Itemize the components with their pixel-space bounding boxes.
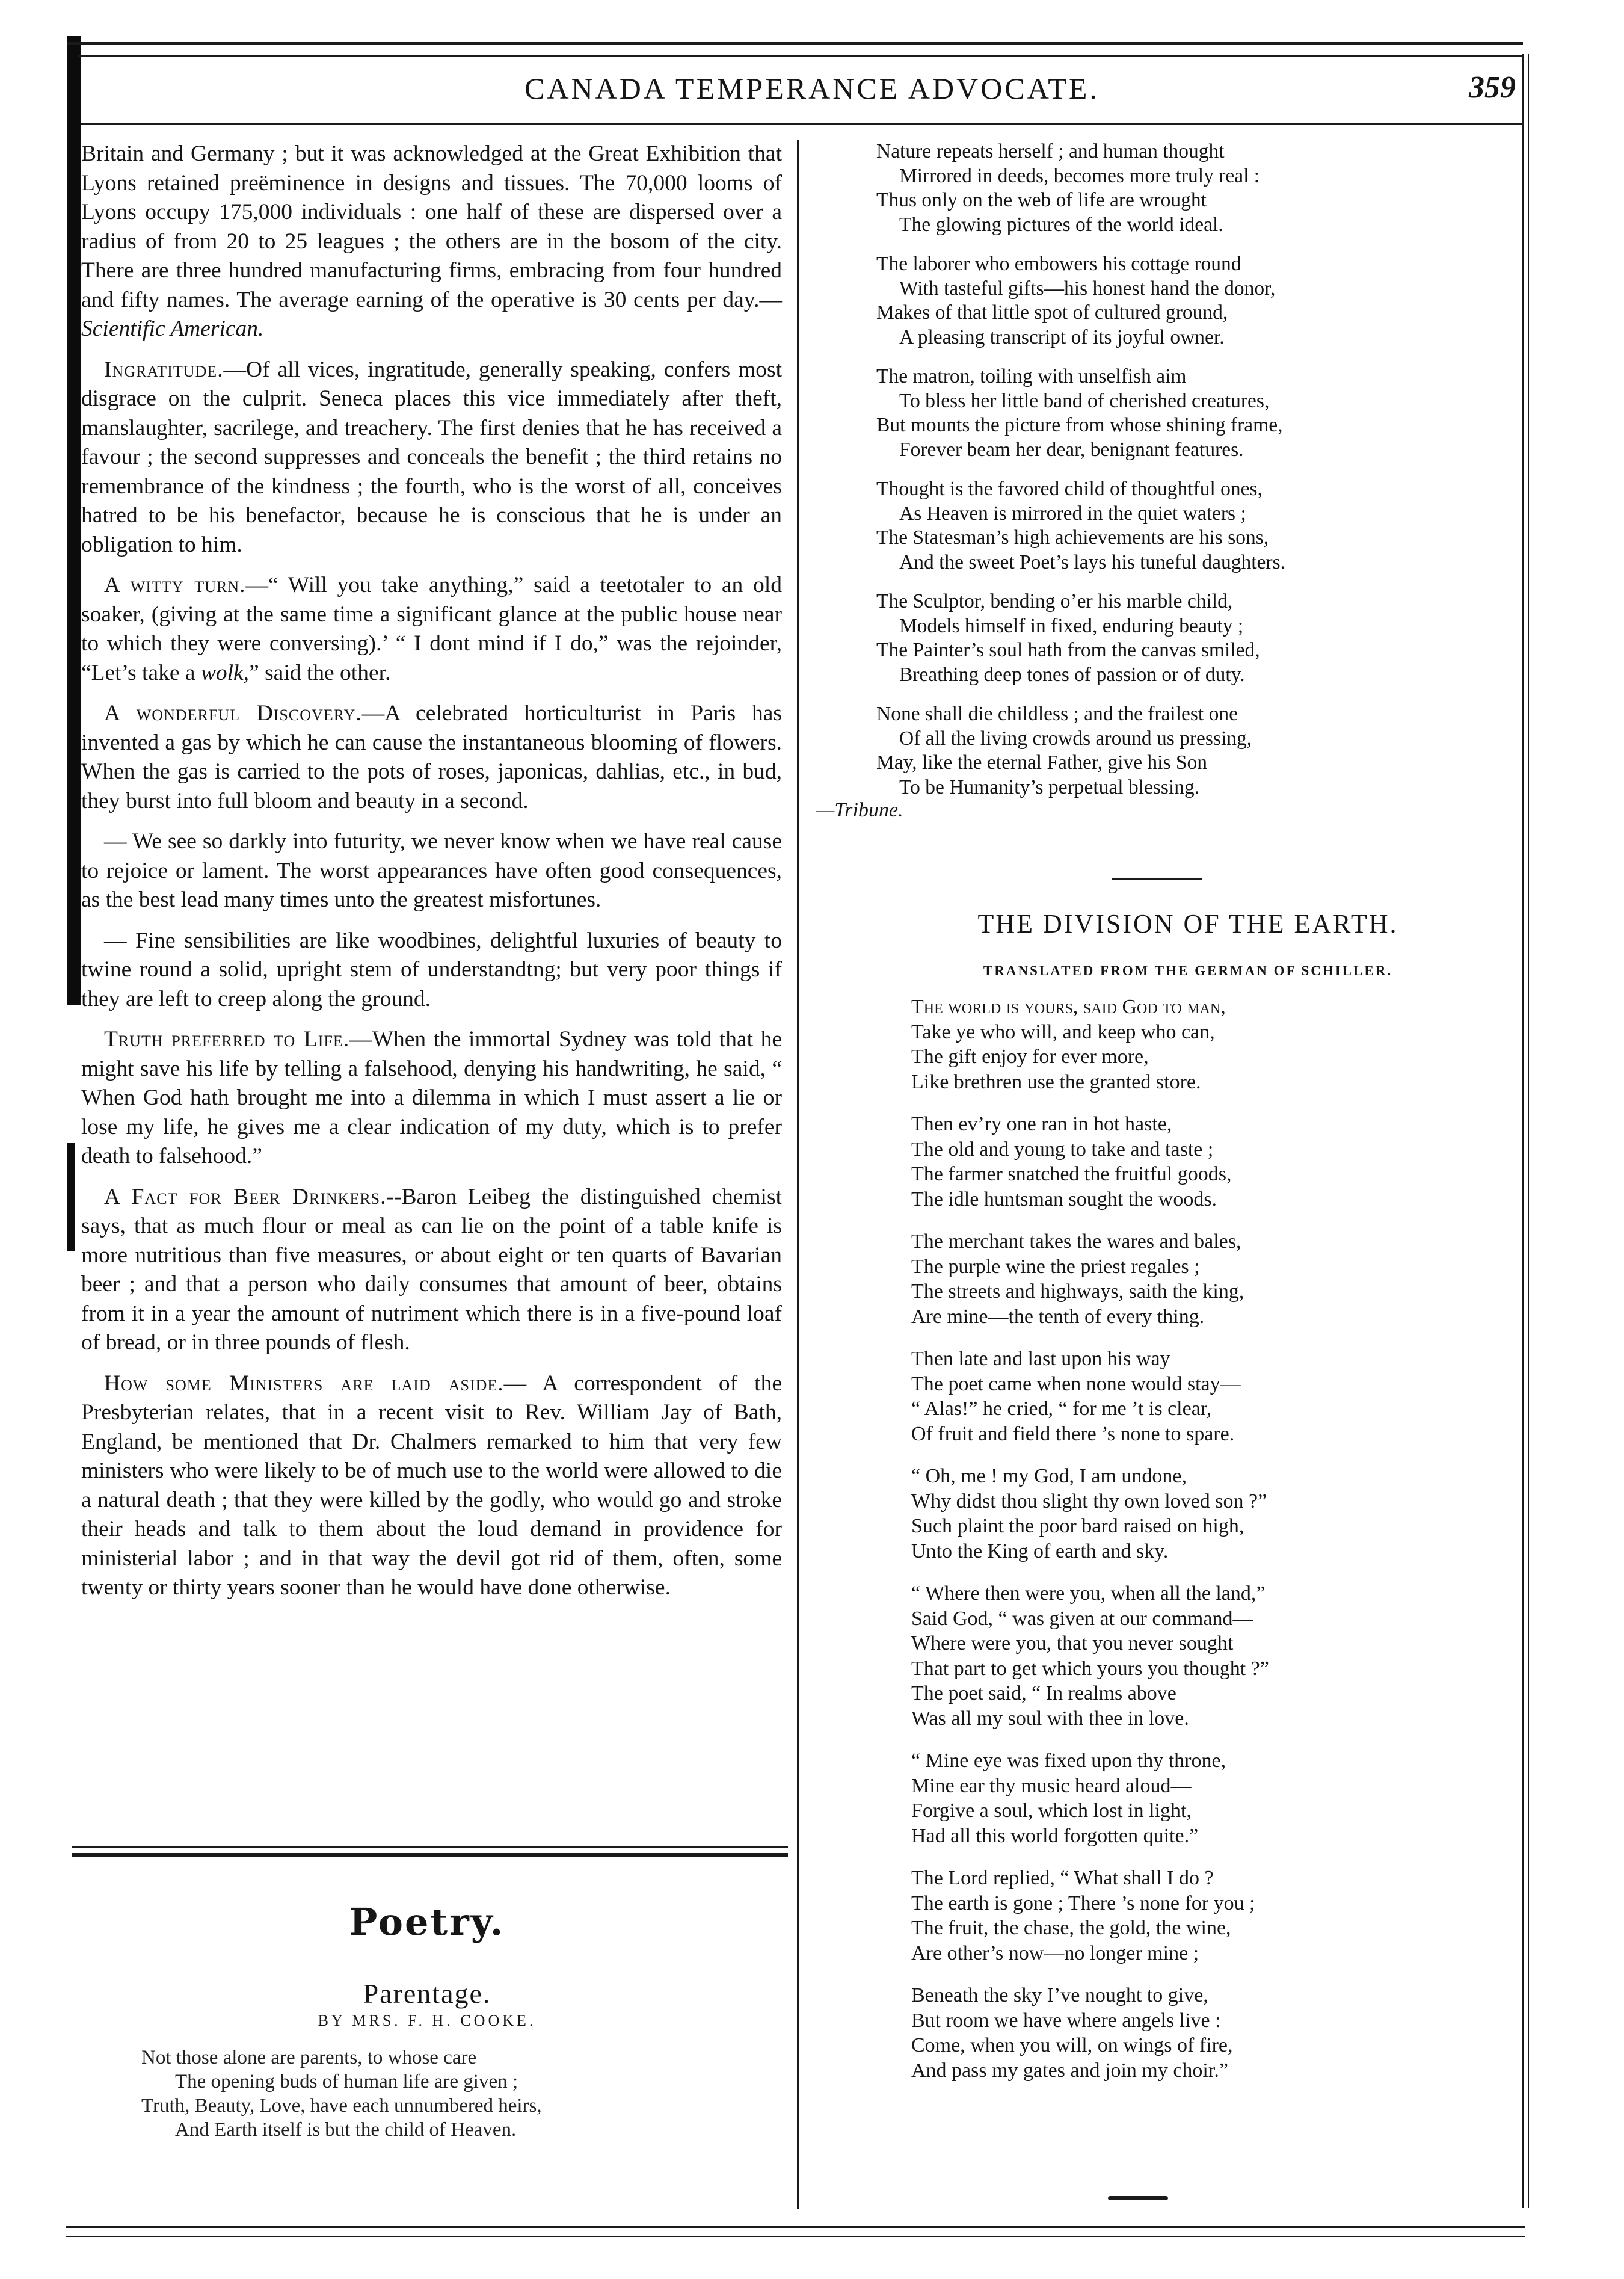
article-text: —A celebrated horticulturist in Paris has invented a gas by which he can cause the instantaneous blooming of flowers. When the gas is carried to the pots of roses, japonicas, dahlias, etc., in bud, they burst into full bloom and beauty in a second. — [81, 701, 782, 813]
verse-line: “ Mine eye was fixed upon thy throne, — [911, 1750, 1226, 1772]
verse-line: But mounts the picture from whose shining frame, — [876, 414, 1283, 436]
article-text: — We see so darkly into futurity, we never know when we have real cause to rejoice or lament. The worst appearances have often good consequences, as the best lead many times unto the greatest misfortunes. — [81, 829, 782, 912]
stanza — [911, 1112, 1522, 1212]
verse-line: Truth, Beauty, Love, have each unnumbered heirs, — [141, 2095, 542, 2117]
verse-line: Are other’s now—no longer mine ; — [911, 1941, 1199, 1964]
article-heading: A Fact for Beer Drinkers. — [104, 1184, 387, 1209]
verse-line: But room we have where angels live : — [911, 2009, 1221, 2032]
verse-line: Are mine—the tenth of every thing. — [911, 1305, 1205, 1328]
article-heading: Truth preferred to Life. — [104, 1027, 350, 1052]
verse-line: A pleasing transcript of its joyful owner. — [899, 325, 1225, 348]
verse-line: Why didst thou slight thy own loved son ?” — [911, 1490, 1267, 1513]
verse-line: The Painter’s soul hath from the canvas smiled, — [876, 639, 1260, 661]
article-heading: Ingratitude. — [104, 357, 224, 382]
verse-line: The earth is gone ; There ’s none for you ; — [911, 1892, 1255, 1914]
article-emphasis: wolk, — [200, 660, 250, 685]
verse-line: Nature repeats herself ; and human thought — [876, 140, 1225, 162]
verse-line: “ Where then were you, when all the land,” — [911, 1582, 1266, 1605]
verse-line: And Earth itself is but the child of Heaven. — [175, 2119, 517, 2141]
article-wonderful-discovery — [81, 699, 782, 816]
article-text: --Baron Leibeg the distinguished chemist says, that as much flour or meal as can lie on the point of a table knife is more nutritious than five measures, or about eight or ten quarts of Bavarian beer ; and that a person who daily consumes that amount of beer, obtains from it in a year the amount of nutriment which there is in a five-pound loaf of bread, or in three pounds of flesh. — [81, 1184, 782, 1355]
verse-line: May, like the eternal Father, give his Son — [876, 751, 1208, 774]
division-of-the-earth-poem — [854, 908, 1522, 2232]
verse-line: Take ye who will, and keep who can, — [911, 1020, 1215, 1043]
verse-line: The opening buds of human life are given ; — [175, 2071, 518, 2092]
stanza — [911, 1581, 1522, 1731]
article-text: —“ Will you take anything,” said a teetotaler to an old soaker, (giving at the same time a significant glance at the public house near to which they were conversing).’ “ I dont mind if I do,” was the rejoinder, “Let’s take a — [81, 573, 782, 685]
verse-line: Makes of that little spot of cultured ground, — [876, 301, 1228, 324]
verse-line: Thought is the favored child of thoughtful ones, — [876, 478, 1263, 500]
poem-body — [911, 995, 1522, 2083]
header-top-rule-thin — [78, 55, 1522, 57]
verse-line: Not those alone are parents, to whose care — [141, 2047, 477, 2068]
verse-line: The Sculptor, bending o’er his marble child, — [876, 590, 1233, 612]
poem-parentage-verse — [141, 2046, 785, 2142]
article-text: ” said the other. — [249, 660, 391, 685]
stanza — [911, 1748, 1522, 1848]
poem-byline: BY MRS. F. H. COOKE. — [318, 2012, 537, 2029]
stanza — [876, 140, 1519, 237]
verse-line: Had all this world forgotten quite.” — [911, 1824, 1199, 1847]
column-divider — [797, 140, 799, 2209]
verse-line: With tasteful gifts—his honest hand the donor, — [899, 277, 1276, 300]
verse-line: The Statesman’s high achievements are his sons, — [876, 526, 1269, 549]
verse-line: Models himself in fixed, enduring beauty ; — [899, 614, 1244, 637]
running-title: CANADA TEMPERANCE ADVOCATE. — [524, 72, 1100, 105]
verse-line: Mine ear thy music heard aloud— — [911, 1774, 1192, 1797]
verse-line: Such plaint the poor bard raised on high, — [911, 1515, 1244, 1537]
verse-line: Beneath the sky I’ve nought to give, — [911, 1984, 1208, 2006]
verse-line: That part to get which yours you thought ?” — [911, 1657, 1269, 1680]
article-text: —Of all vices, ingratitude, generally speaking, confers most disgrace on the culprit. Seneca places this vice immediately after theft, manslaughter, sacrilege, and treachery. The first denies that he has received a favour ; the second suppresses and conceals the benefit ; the third retains no remembrance of the kindness ; the fourth, who is the worst of all, conceives hatred to be his benefactor, because he is conscious that he is under an obligation to him. — [81, 357, 782, 557]
right-frame-rule-outer — [1528, 54, 1529, 2208]
verse-line: And pass my gates and join my choir.” — [911, 2059, 1228, 2082]
left-margin-bar — [67, 36, 81, 1005]
article-futurity — [81, 827, 782, 915]
verse-line: “ Alas!” he cried, “ for me ’t is clear, — [911, 1398, 1212, 1420]
article-text: —When the immortal Sydney was told that he might save his life by telling a falsehood, denying his handwriting, he said, “ When God hath brought me into a dilemma in which I must assert a lie or lose my life, he gives me a clear indication of my duty, which is to prefer death to falsehood.” — [81, 1027, 782, 1168]
stanza — [876, 252, 1519, 350]
article-text: — A correspondent of the Presbyterian relates, that in a recent visit to Rev. William Jay of Bath, England, be mentioned that Dr. Chalmers remarked to him that very few ministers who were likely to be of much use to the world were allowed to die a natural death ; that they were killed by the godly, who would go and stroke their heads and talk to them about the loud demand in providence for ministerial labor ; and in that way the devil got rid of them, often, some twenty or thirty years sooner than he would have done otherwise. — [81, 1371, 782, 1600]
verse-line: The world is yours, said God to man, — [911, 996, 1226, 1018]
left-column-end-rule-2 — [72, 1853, 788, 1857]
stanza — [911, 1346, 1522, 1446]
verse-line: Of fruit and field there ’s none to spare. — [911, 1422, 1235, 1445]
verse-line: The poet said, “ In realms above — [911, 1682, 1176, 1704]
verse-line: The matron, toiling with unselfish aim — [876, 365, 1187, 387]
poem-title: THE DIVISION OF THE EARTH. — [977, 909, 1398, 939]
article-heading: A witty turn. — [104, 573, 246, 597]
verse-line: The fruit, the chase, the gold, the wine, — [911, 1917, 1231, 1939]
verse-line: Said God, “ was given at our command— — [911, 1607, 1253, 1630]
verse-line: The glowing pictures of the world ideal. — [899, 213, 1223, 236]
footer-rule-2 — [66, 2236, 1525, 2237]
stanza — [876, 590, 1519, 687]
verse-line: Where were you, that you never sought — [911, 1632, 1234, 1655]
article-source: Scientific American. — [81, 316, 264, 341]
right-column-parentage-continued — [816, 140, 1519, 946]
verse-line: Was all my soul with thee in love. — [911, 1707, 1189, 1730]
article-lyons-silk — [81, 140, 782, 344]
verse-line: The old and young to take and taste ; — [911, 1138, 1214, 1161]
verse-line: As Heaven is mirrored in the quiet waters ; — [899, 502, 1246, 525]
article-text: Britain and Germany ; but it was acknowledged at the Great Exhibition that Lyons retained preëminence in designs and tissues. The 70,000 looms of Lyons occupy 175,000 individuals : one half of these are dispersed over a radius of from 20 to 25 leagues ; the others are in the bosom of the city. There are three hundred manufacturing firms, embracing from four hundred and fifty names. The average earning of the operative is 30 cents per day.— — [81, 141, 782, 312]
verse-line: The farmer snatched the fruitful goods, — [911, 1163, 1232, 1185]
verse-line: Forever beam her dear, benignant features. — [899, 438, 1244, 461]
poetry-heading: Poetry. — [349, 1900, 505, 1944]
article-heading: A wonderful Discovery. — [104, 701, 362, 726]
verse-line: Mirrored in deeds, becomes more truly real : — [899, 164, 1260, 187]
poem-attribution: —Tribune. — [816, 799, 903, 821]
verse-line: Forgive a soul, which lost in light, — [911, 1799, 1192, 1822]
stanza — [911, 1229, 1522, 1329]
left-column — [81, 140, 782, 1836]
verse-line: Come, when you will, on wings of fire, — [911, 2034, 1233, 2056]
page-number: 359 — [1469, 70, 1516, 105]
verse-line: “ Oh, me ! my God, I am undone, — [911, 1465, 1187, 1487]
verse-line: Breathing deep tones of passion or of duty. — [899, 663, 1245, 686]
article-witty-turn — [81, 571, 782, 688]
verse-line: Of all the living crowds around us pressing, — [899, 727, 1252, 750]
verse-line: Then late and last upon his way — [911, 1348, 1170, 1370]
verse-line: And the sweet Poet’s lays his tuneful daughters. — [899, 550, 1285, 573]
verse-line: The laborer who embowers his cottage round — [876, 253, 1241, 275]
stanza — [876, 477, 1519, 575]
article-beer-drinkers — [81, 1183, 782, 1358]
verse-line: To be Humanity’s perpetual blessing. — [899, 776, 1200, 798]
stanza — [876, 365, 1519, 462]
stanza — [911, 1464, 1522, 1564]
verse-line: The idle huntsman sought the woods. — [911, 1188, 1217, 1210]
article-ingratitude — [81, 356, 782, 560]
verse-line: Like brethren use the granted store. — [911, 1070, 1201, 1093]
verse-line: Unto the King of earth and sky. — [911, 1540, 1169, 1562]
right-frame-rule — [1522, 54, 1524, 2208]
verse-line: The Lord replied, “ What shall I do ? — [911, 1867, 1214, 1889]
stanza — [911, 1983, 1522, 2083]
article-truth-preferred — [81, 1025, 782, 1171]
verse-line: The gift enjoy for ever more, — [911, 1046, 1149, 1068]
verse-line: To bless her little band of cherished creatures, — [899, 389, 1270, 412]
verse-line: The merchant takes the wares and bales, — [911, 1230, 1241, 1253]
stanza — [911, 995, 1522, 1094]
poem-title-parentage: Parentage. — [363, 1978, 491, 2009]
left-column-end-rule — [72, 1846, 788, 1848]
poetry-section — [69, 1895, 785, 2232]
verse-line: The purple wine the priest regales ; — [911, 1255, 1200, 1278]
article-sensibilities — [81, 927, 782, 1014]
verse-line: Then ev’ry one ran in hot haste, — [911, 1113, 1172, 1135]
article-ministers-laid-aside — [81, 1369, 782, 1603]
verse-line: Thus only on the web of life are wrought — [876, 189, 1207, 211]
header-bottom-rule — [81, 123, 1522, 125]
article-heading: How some Ministers are laid aside. — [104, 1371, 504, 1396]
verse-line: None shall die childless ; and the frailest one — [876, 703, 1238, 725]
poem-subtitle: TRANSLATED FROM THE GERMAN OF SCHILLER. — [983, 963, 1393, 978]
article-text: — Fine sensibilities are like woodbines, delightful luxuries of beauty to twine round a solid, upright stem of understandtng; but very poor things if they are left to creep along the ground. — [81, 928, 782, 1011]
verse-line: The poet came when none would stay— — [911, 1372, 1241, 1395]
stanza — [816, 702, 1519, 823]
verse-line: The streets and highways, saith the king, — [911, 1280, 1244, 1303]
stanza — [911, 1866, 1522, 1966]
header-top-rule — [67, 42, 1523, 45]
left-margin-bar-lower — [67, 1143, 75, 1251]
